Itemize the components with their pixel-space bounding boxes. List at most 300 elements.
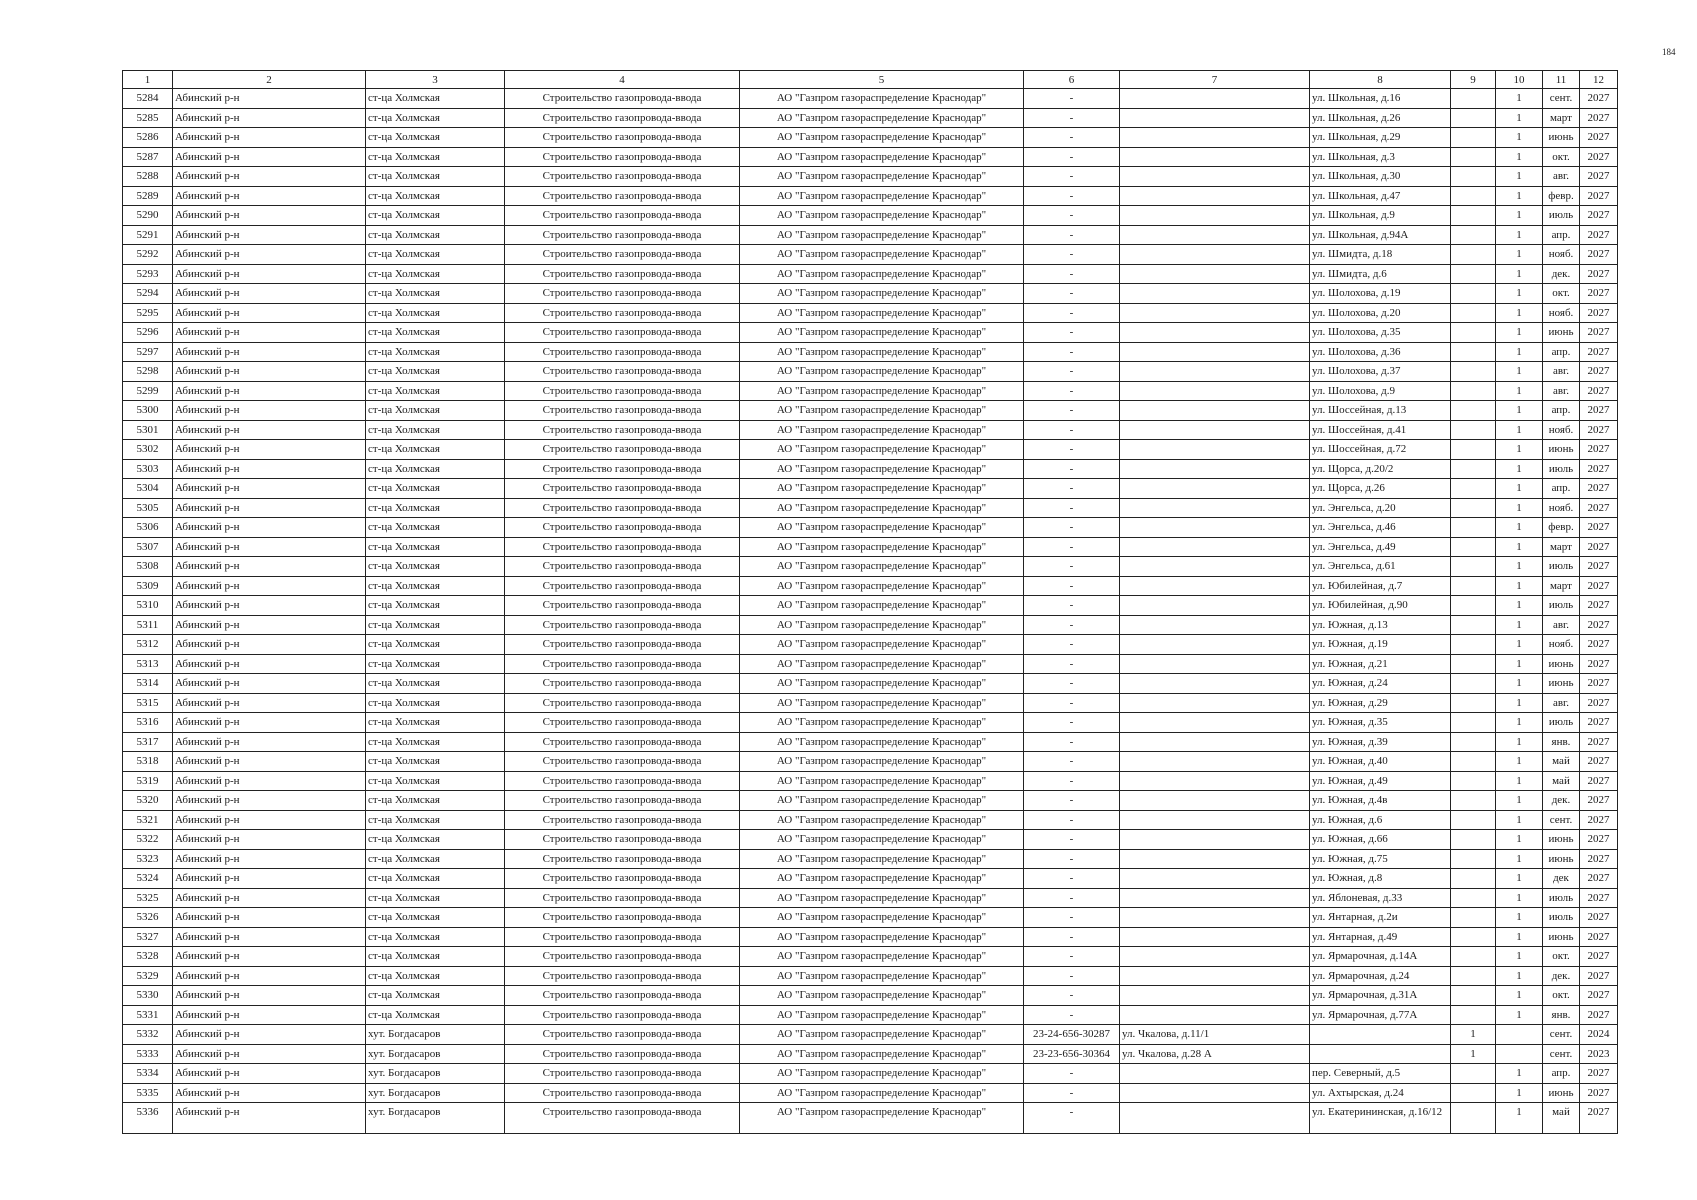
current-address-cell	[1120, 147, 1310, 167]
month-cell: июль	[1543, 206, 1580, 226]
work-type-cell: Строительство газопровода-ввода	[505, 791, 740, 811]
year-cell: 2027	[1580, 225, 1618, 245]
year-cell: 2027	[1580, 459, 1618, 479]
organization-cell: АО "Газпром газораспределение Краснодар"	[740, 869, 1024, 889]
col10-cell: 1	[1496, 264, 1543, 284]
table-row	[123, 420, 1618, 440]
current-address-cell	[1120, 245, 1310, 265]
month-cell: март	[1543, 537, 1580, 557]
month-cell: апр.	[1543, 401, 1580, 421]
settlement-cell: ст-ца Холмская	[366, 576, 505, 596]
organization-cell: АО "Газпром газораспределение Краснодар"	[740, 284, 1024, 304]
work-type-cell: Строительство газопровода-ввода	[505, 167, 740, 187]
col9-cell	[1451, 323, 1496, 343]
current-address-cell	[1120, 89, 1310, 109]
address-cell: ул. Шоссейная, д.72	[1310, 440, 1451, 460]
row-number: 5308	[123, 557, 173, 577]
object-id-cell: -	[1024, 264, 1120, 284]
col10-cell: 1	[1496, 576, 1543, 596]
row-number: 5325	[123, 888, 173, 908]
address-cell: ул. Энгельса, д.20	[1310, 498, 1451, 518]
address-cell: ул. Южная, д.49	[1310, 771, 1451, 791]
address-cell: ул. Юбилейная, д.7	[1310, 576, 1451, 596]
work-type-cell: Строительство газопровода-ввода	[505, 771, 740, 791]
month-cell: окт.	[1543, 147, 1580, 167]
organization-cell: АО "Газпром газораспределение Краснодар"	[740, 167, 1024, 187]
table-row	[123, 752, 1618, 772]
year-cell: 2027	[1580, 752, 1618, 772]
table-row	[123, 323, 1618, 343]
district-cell: Абинский р-н	[173, 420, 366, 440]
month-cell: июль	[1543, 908, 1580, 928]
work-type-cell: Строительство газопровода-ввода	[505, 362, 740, 382]
work-type-cell: Строительство газопровода-ввода	[505, 576, 740, 596]
month-cell: окт.	[1543, 947, 1580, 967]
col9-cell	[1451, 498, 1496, 518]
month-cell: янв.	[1543, 1005, 1580, 1025]
month-cell: июль	[1543, 596, 1580, 616]
table-row	[123, 518, 1618, 538]
work-type-cell: Строительство газопровода-ввода	[505, 615, 740, 635]
address-cell: ул. Южная, д.40	[1310, 752, 1451, 772]
col9-cell	[1451, 342, 1496, 362]
year-cell: 2027	[1580, 1005, 1618, 1025]
table-row	[123, 810, 1618, 830]
row-number: 5309	[123, 576, 173, 596]
organization-cell: АО "Газпром газораспределение Краснодар"	[740, 849, 1024, 869]
table-row	[123, 1005, 1618, 1025]
col9-cell	[1451, 927, 1496, 947]
current-address-cell	[1120, 830, 1310, 850]
col9-cell	[1451, 615, 1496, 635]
row-number: 5299	[123, 381, 173, 401]
column-number-row	[123, 71, 1618, 89]
current-address-cell	[1120, 947, 1310, 967]
col9-cell	[1451, 986, 1496, 1006]
row-number: 5322	[123, 830, 173, 850]
work-type-cell: Строительство газопровода-ввода	[505, 401, 740, 421]
row-number: 5303	[123, 459, 173, 479]
organization-cell: АО "Газпром газораспределение Краснодар"	[740, 186, 1024, 206]
col9-cell	[1451, 1064, 1496, 1084]
object-id-cell: -	[1024, 693, 1120, 713]
row-number: 5302	[123, 440, 173, 460]
year-cell: 2027	[1580, 108, 1618, 128]
address-cell: ул. Энгельса, д.46	[1310, 518, 1451, 538]
col9-cell	[1451, 674, 1496, 694]
organization-cell: АО "Газпром газораспределение Краснодар"	[740, 732, 1024, 752]
address-cell: ул. Южная, д.35	[1310, 713, 1451, 733]
row-number: 5317	[123, 732, 173, 752]
address-cell: ул. Южная, д.21	[1310, 654, 1451, 674]
row-number: 5295	[123, 303, 173, 323]
work-type-cell: Строительство газопровода-ввода	[505, 732, 740, 752]
work-type-cell: Строительство газопровода-ввода	[505, 147, 740, 167]
object-id-cell: -	[1024, 323, 1120, 343]
row-number: 5320	[123, 791, 173, 811]
settlement-cell: хут. Богдасаров	[366, 1103, 505, 1134]
col10-cell: 1	[1496, 362, 1543, 382]
row-number: 5288	[123, 167, 173, 187]
settlement-cell: ст-ца Холмская	[366, 225, 505, 245]
year-cell: 2027	[1580, 986, 1618, 1006]
district-cell: Абинский р-н	[173, 1103, 366, 1134]
settlement-cell: ст-ца Холмская	[366, 810, 505, 830]
col9-cell	[1451, 576, 1496, 596]
district-cell: Абинский р-н	[173, 810, 366, 830]
table-row	[123, 986, 1618, 1006]
table-row	[123, 108, 1618, 128]
row-number: 5332	[123, 1025, 173, 1045]
col10-cell: 1	[1496, 420, 1543, 440]
organization-cell: АО "Газпром газораспределение Краснодар"	[740, 362, 1024, 382]
current-address-cell	[1120, 927, 1310, 947]
object-id-cell: -	[1024, 206, 1120, 226]
col10-cell: 1	[1496, 147, 1543, 167]
work-type-cell: Строительство газопровода-ввода	[505, 849, 740, 869]
object-id-cell: -	[1024, 362, 1120, 382]
month-cell: авг.	[1543, 381, 1580, 401]
settlement-cell: ст-ца Холмская	[366, 89, 505, 109]
col10-cell: 1	[1496, 401, 1543, 421]
year-cell: 2027	[1580, 284, 1618, 304]
address-cell: ул. Школьная, д.94А	[1310, 225, 1451, 245]
address-cell: ул. Школьная, д.16	[1310, 89, 1451, 109]
work-type-cell: Строительство газопровода-ввода	[505, 420, 740, 440]
col9-cell	[1451, 518, 1496, 538]
organization-cell: АО "Газпром газораспределение Краснодар"	[740, 537, 1024, 557]
current-address-cell	[1120, 284, 1310, 304]
row-number: 5313	[123, 654, 173, 674]
settlement-cell: ст-ца Холмская	[366, 732, 505, 752]
organization-cell: АО "Газпром газораспределение Краснодар"	[740, 206, 1024, 226]
column-header: 9	[1451, 71, 1496, 89]
organization-cell: АО "Газпром газораспределение Краснодар"	[740, 1103, 1024, 1134]
object-id-cell: -	[1024, 186, 1120, 206]
organization-cell: АО "Газпром газораспределение Краснодар"	[740, 459, 1024, 479]
current-address-cell	[1120, 771, 1310, 791]
col10-cell: 1	[1496, 518, 1543, 538]
year-cell: 2027	[1580, 537, 1618, 557]
col10-cell: 1	[1496, 498, 1543, 518]
table-row	[123, 264, 1618, 284]
row-number: 5319	[123, 771, 173, 791]
row-number: 5291	[123, 225, 173, 245]
year-cell: 2027	[1580, 908, 1618, 928]
table-row	[123, 693, 1618, 713]
district-cell: Абинский р-н	[173, 225, 366, 245]
object-id-cell: -	[1024, 303, 1120, 323]
year-cell: 2027	[1580, 713, 1618, 733]
col10-cell: 1	[1496, 810, 1543, 830]
organization-cell: АО "Газпром газораспределение Краснодар"	[740, 1044, 1024, 1064]
work-type-cell: Строительство газопровода-ввода	[505, 752, 740, 772]
address-cell: ул. Шоссейная, д.41	[1310, 420, 1451, 440]
district-cell: Абинский р-н	[173, 323, 366, 343]
row-number: 5287	[123, 147, 173, 167]
settlement-cell: ст-ца Холмская	[366, 362, 505, 382]
row-number: 5311	[123, 615, 173, 635]
year-cell: 2027	[1580, 89, 1618, 109]
current-address-cell	[1120, 186, 1310, 206]
column-header: 5	[740, 71, 1024, 89]
settlement-cell: ст-ца Холмская	[366, 323, 505, 343]
col10-cell: 1	[1496, 986, 1543, 1006]
month-cell: окт.	[1543, 284, 1580, 304]
year-cell: 2027	[1580, 479, 1618, 499]
current-address-cell	[1120, 693, 1310, 713]
settlement-cell: ст-ца Холмская	[366, 342, 505, 362]
settlement-cell: ст-ца Холмская	[366, 615, 505, 635]
year-cell: 2027	[1580, 810, 1618, 830]
col9-cell	[1451, 264, 1496, 284]
col10-cell: 1	[1496, 1005, 1543, 1025]
year-cell: 2027	[1580, 518, 1618, 538]
col10-cell: 1	[1496, 713, 1543, 733]
district-cell: Абинский р-н	[173, 1083, 366, 1103]
col10-cell: 1	[1496, 1103, 1543, 1134]
object-id-cell: -	[1024, 167, 1120, 187]
col9-cell	[1451, 479, 1496, 499]
current-address-cell	[1120, 1083, 1310, 1103]
organization-cell: АО "Газпром газораспределение Краснодар"	[740, 264, 1024, 284]
settlement-cell: ст-ца Холмская	[366, 849, 505, 869]
month-cell: май	[1543, 1103, 1580, 1134]
col9-cell	[1451, 167, 1496, 187]
object-id-cell: -	[1024, 128, 1120, 148]
col10-cell: 1	[1496, 225, 1543, 245]
row-number: 5314	[123, 674, 173, 694]
address-cell: ул. Шолохова, д.19	[1310, 284, 1451, 304]
month-cell: апр.	[1543, 479, 1580, 499]
settlement-cell: ст-ца Холмская	[366, 206, 505, 226]
month-cell: апр.	[1543, 1064, 1580, 1084]
organization-cell: АО "Газпром газораспределение Краснодар"	[740, 323, 1024, 343]
settlement-cell: ст-ца Холмская	[366, 245, 505, 265]
year-cell: 2027	[1580, 264, 1618, 284]
object-id-cell: -	[1024, 1083, 1120, 1103]
settlement-cell: ст-ца Холмская	[366, 791, 505, 811]
organization-cell: АО "Газпром газораспределение Краснодар"	[740, 1005, 1024, 1025]
organization-cell: АО "Газпром газораспределение Краснодар"	[740, 986, 1024, 1006]
district-cell: Абинский р-н	[173, 206, 366, 226]
address-cell: ул. Ярмарочная, д.77А	[1310, 1005, 1451, 1025]
object-id-cell: -	[1024, 849, 1120, 869]
object-id-cell: -	[1024, 1103, 1120, 1134]
organization-cell: АО "Газпром газораспределение Краснодар"	[740, 420, 1024, 440]
district-cell: Абинский р-н	[173, 869, 366, 889]
col9-cell	[1451, 362, 1496, 382]
row-number: 5326	[123, 908, 173, 928]
work-type-cell: Строительство газопровода-ввода	[505, 1044, 740, 1064]
table-row	[123, 381, 1618, 401]
month-cell: июнь	[1543, 440, 1580, 460]
work-type-cell: Строительство газопровода-ввода	[505, 245, 740, 265]
object-id-cell: -	[1024, 830, 1120, 850]
col10-cell: 1	[1496, 635, 1543, 655]
year-cell: 2023	[1580, 1044, 1618, 1064]
col9-cell	[1451, 635, 1496, 655]
current-address-cell	[1120, 849, 1310, 869]
table-row	[123, 869, 1618, 889]
work-type-cell: Строительство газопровода-ввода	[505, 674, 740, 694]
month-cell: февр.	[1543, 518, 1580, 538]
col9-cell	[1451, 888, 1496, 908]
table-row	[123, 284, 1618, 304]
settlement-cell: ст-ца Холмская	[366, 557, 505, 577]
col9-cell	[1451, 147, 1496, 167]
district-cell: Абинский р-н	[173, 654, 366, 674]
current-address-cell	[1120, 576, 1310, 596]
table-row	[123, 596, 1618, 616]
month-cell: сент.	[1543, 1025, 1580, 1045]
month-cell: нояб.	[1543, 635, 1580, 655]
object-id-cell: -	[1024, 888, 1120, 908]
month-cell: сент.	[1543, 89, 1580, 109]
organization-cell: АО "Газпром газораспределение Краснодар"	[740, 830, 1024, 850]
organization-cell: АО "Газпром газораспределение Краснодар"	[740, 108, 1024, 128]
object-id-cell: -	[1024, 869, 1120, 889]
row-number: 5305	[123, 498, 173, 518]
current-address-cell	[1120, 791, 1310, 811]
settlement-cell: ст-ца Холмская	[366, 284, 505, 304]
year-cell: 2027	[1580, 206, 1618, 226]
year-cell: 2027	[1580, 947, 1618, 967]
settlement-cell: ст-ца Холмская	[366, 264, 505, 284]
settlement-cell: ст-ца Холмская	[366, 869, 505, 889]
current-address-cell	[1120, 479, 1310, 499]
settlement-cell: ст-ца Холмская	[366, 186, 505, 206]
year-cell: 2027	[1580, 498, 1618, 518]
settlement-cell: ст-ца Холмская	[366, 596, 505, 616]
organization-cell: АО "Газпром газораспределение Краснодар"	[740, 440, 1024, 460]
current-address-cell	[1120, 635, 1310, 655]
year-cell: 2027	[1580, 303, 1618, 323]
settlement-cell: ст-ца Холмская	[366, 830, 505, 850]
settlement-cell: ст-ца Холмская	[366, 381, 505, 401]
col10-cell: 1	[1496, 966, 1543, 986]
work-type-cell: Строительство газопровода-ввода	[505, 1025, 740, 1045]
col9-cell	[1451, 654, 1496, 674]
settlement-cell: ст-ца Холмская	[366, 498, 505, 518]
current-address-cell	[1120, 459, 1310, 479]
row-number: 5289	[123, 186, 173, 206]
organization-cell: АО "Газпром газораспределение Краснодар"	[740, 674, 1024, 694]
district-cell: Абинский р-н	[173, 615, 366, 635]
settlement-cell: ст-ца Холмская	[366, 440, 505, 460]
row-number: 5298	[123, 362, 173, 382]
organization-cell: АО "Газпром газораспределение Краснодар"	[740, 557, 1024, 577]
col9-cell: 1	[1451, 1044, 1496, 1064]
current-address-cell	[1120, 518, 1310, 538]
current-address-cell	[1120, 713, 1310, 733]
address-cell: ул. Шолохова, д.37	[1310, 362, 1451, 382]
current-address-cell	[1120, 1103, 1310, 1134]
current-address-cell	[1120, 654, 1310, 674]
district-cell: Абинский р-н	[173, 264, 366, 284]
col10-cell: 1	[1496, 752, 1543, 772]
object-id-cell: -	[1024, 986, 1120, 1006]
month-cell: июнь	[1543, 927, 1580, 947]
year-cell: 2027	[1580, 1064, 1618, 1084]
row-number: 5324	[123, 869, 173, 889]
row-number: 5316	[123, 713, 173, 733]
current-address-cell	[1120, 108, 1310, 128]
current-address-cell	[1120, 128, 1310, 148]
address-cell: ул. Школьная, д.30	[1310, 167, 1451, 187]
row-number: 5304	[123, 479, 173, 499]
month-cell: март	[1543, 108, 1580, 128]
district-cell: Абинский р-н	[173, 498, 366, 518]
row-number: 5327	[123, 927, 173, 947]
month-cell: май	[1543, 752, 1580, 772]
col10-cell: 1	[1496, 128, 1543, 148]
row-number: 5296	[123, 323, 173, 343]
district-cell: Абинский р-н	[173, 986, 366, 1006]
address-cell: ул. Янтарная, д.2и	[1310, 908, 1451, 928]
col9-cell	[1451, 206, 1496, 226]
month-cell: нояб.	[1543, 420, 1580, 440]
col10-cell: 1	[1496, 615, 1543, 635]
row-number: 5294	[123, 284, 173, 304]
district-cell: Абинский р-н	[173, 557, 366, 577]
object-id-cell: -	[1024, 245, 1120, 265]
district-cell: Абинский р-н	[173, 89, 366, 109]
col9-cell	[1451, 537, 1496, 557]
settlement-cell: ст-ца Холмская	[366, 947, 505, 967]
address-cell: ул. Школьная, д.3	[1310, 147, 1451, 167]
table-row	[123, 1103, 1618, 1134]
table-row	[123, 479, 1618, 499]
current-address-cell	[1120, 615, 1310, 635]
year-cell: 2027	[1580, 576, 1618, 596]
object-id-cell: -	[1024, 810, 1120, 830]
district-cell: Абинский р-н	[173, 1064, 366, 1084]
current-address-cell	[1120, 966, 1310, 986]
table-row	[123, 849, 1618, 869]
settlement-cell: ст-ца Холмская	[366, 128, 505, 148]
address-cell: ул. Южная, д.6	[1310, 810, 1451, 830]
col9-cell	[1451, 128, 1496, 148]
settlement-cell: ст-ца Холмская	[366, 401, 505, 421]
row-number: 5284	[123, 89, 173, 109]
object-id-cell: -	[1024, 401, 1120, 421]
table-row	[123, 927, 1618, 947]
organization-cell: АО "Газпром газораспределение Краснодар"	[740, 654, 1024, 674]
object-id-cell: -	[1024, 635, 1120, 655]
address-cell: ул. Южная, д.66	[1310, 830, 1451, 850]
year-cell: 2027	[1580, 440, 1618, 460]
col9-cell	[1451, 849, 1496, 869]
work-type-cell: Строительство газопровода-ввода	[505, 1005, 740, 1025]
organization-cell: АО "Газпром газораспределение Краснодар"	[740, 245, 1024, 265]
year-cell: 2027	[1580, 966, 1618, 986]
district-cell: Абинский р-н	[173, 479, 366, 499]
object-id-cell: -	[1024, 674, 1120, 694]
table-row	[123, 908, 1618, 928]
object-id-cell: -	[1024, 557, 1120, 577]
settlement-cell: ст-ца Холмская	[366, 635, 505, 655]
col10-cell: 1	[1496, 908, 1543, 928]
object-id-cell: -	[1024, 147, 1120, 167]
month-cell: март	[1543, 576, 1580, 596]
col10-cell: 1	[1496, 186, 1543, 206]
organization-cell: АО "Газпром газораспределение Краснодар"	[740, 1064, 1024, 1084]
work-type-cell: Строительство газопровода-ввода	[505, 518, 740, 538]
table-row	[123, 654, 1618, 674]
district-cell: Абинский р-н	[173, 167, 366, 187]
month-cell: июль	[1543, 557, 1580, 577]
